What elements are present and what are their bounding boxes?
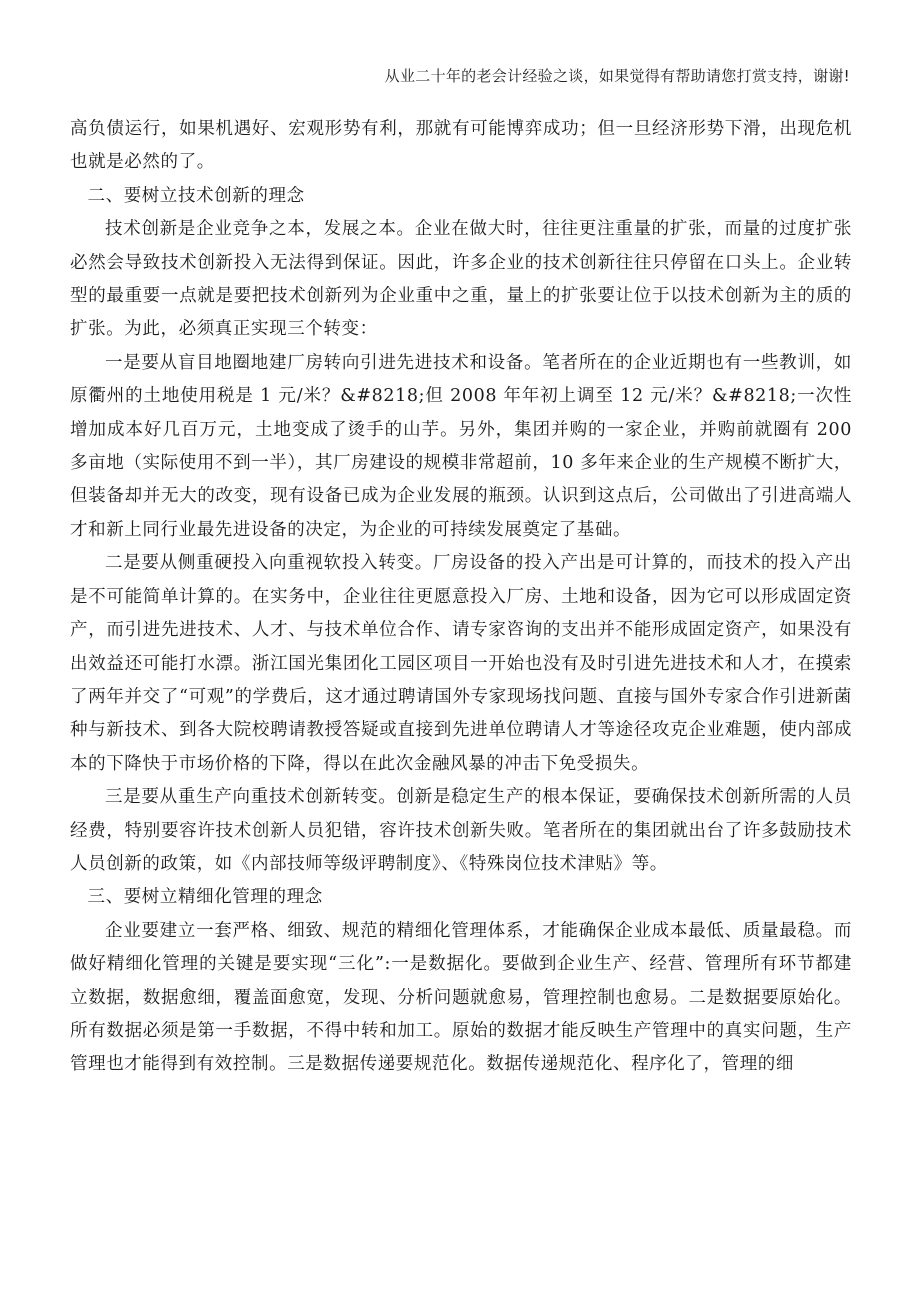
article-body — [70, 113, 852, 1082]
section-heading-3: 三、要树立精细化管理的理念 — [87, 887, 323, 908]
paragraph-refined-management: 企业要建立一套严格、细致、规范的精细化管理体系，才能确保企业成本最低、质量最稳。而做好精细化管理的关键是要实现“三化”:一是数据化。要做到企业生产、经营、管理所有环节都建立数据，数据愈细，覆盖面愈宽，发现、分析问题就愈易，管理控制也愈易。二是数据要原始化。所有数据必须是第一手数据，不得中转和加工。原始的数据才能反映生产管理中的真实问题，生产管理也才能得到有效控制。三是数据传递要规范化。数据传递规范化、程序化了，管理的细 — [70, 920, 852, 1075]
paragraph-shift-two: 二是要从侧重硬投入向重视软投入转变。厂房设备的投入产出是可计算的，而技术的投入产出是不可能简单计算的。在实务中，企业往往更愿意投入厂房、土地和设备，因为它可以形成固定资产，而引进先进技术、人才、与技术单位合作、请专家咨询的支出并不能形成固定资产，如果没有出效益还可能打水漂。浙江国光集团化工园区项目一开始也没有及时引进先进技术和人才，在摸索了两年并交了“可观”的学费后，这才通过聘请国外专家现场找问题、直接与国外专家合作引进新菌种与新技术、到各大院校聘请教授答疑或直接到先进单位聘请人才等途径攻克企业难题，使内部成本的下降快于市场价格的下降，得以在此次金融风暴的冲击下免受损失。 — [70, 553, 852, 774]
paragraph-shift-three: 三是要从重生产向重技术创新转变。创新是稳定生产的根本保证，要确保技术创新所需的人员经费，特别要容许技术创新人员犯错，容许技术创新失败。笔者所在的集团就出台了许多鼓励技术人员创新的政策，如《内部技师等级评聘制度》、《特殊岗位技术津贴》等。 — [70, 787, 852, 874]
paragraph-shift-one: 一是要从盲目地圈地建厂房转向引进先进技术和设备。笔者所在的企业近期也有一些教训，如原衢州的土地使用税是 1 元/米？&#8218;但 2008 年年初上调至 12 元/米？&#8218;一次性增加成本好几百万元，土地变成了烫手的山芋。另外，集团并购的一家企业，并购前就圈有 200 多亩地（实际使用不到一半），其厂房建设的规模非常超前，10 多年来企业的生产规模不断扩大，但装备却并无大的改变，现有设备已成为企业发展的瓶颈。认识到这点后，公司做出了引进高端人才和新上同行业最先进设备的决定，为企业的可持续发展奠定了基础。 — [70, 352, 852, 540]
section-heading-2: 二、要树立技术创新的理念 — [87, 185, 305, 206]
paragraph-continued: 高负债运行，如果机遇好、宏观形势有利，那就有可能博弈成功；但一旦经济形势下滑，出现危机也就是必然的了。 — [70, 119, 852, 173]
header-note: 从业二十年的老会计经验之谈，如果觉得有帮助请您打赏支持，谢谢! — [384, 67, 850, 85]
paragraph-tech-innovation: 技术创新是企业竞争之本，发展之本。企业在做大时，往往更注重量的扩张，而量的过度扩张必然会导致技术创新投入无法得到保证。因此，许多企业的技术创新往往只停留在口头上。企业转型的最重要一点就是要把技术创新列为企业重中之重，量上的扩张要让位于以技术创新为主的质的扩张。为此，必须真正实现三个转变： — [70, 219, 852, 340]
